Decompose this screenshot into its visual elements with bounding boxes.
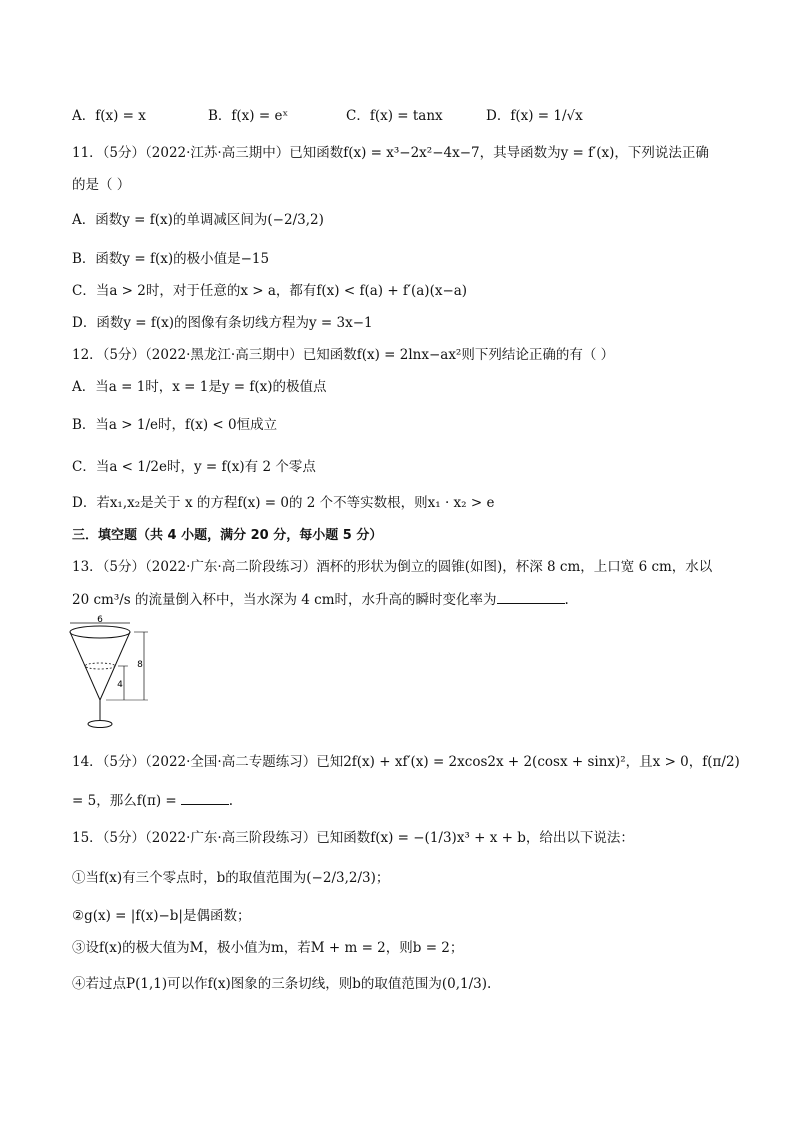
- q10-option-b: B．f(x) = eˣ: [208, 108, 289, 124]
- q15-statement-2: ②g(x) = |f(x)−b|是偶函数；: [72, 908, 251, 924]
- q12-stem: 12．（5分）（2022·黑龙江·高三期中）已知函数f(x) = 2lnx−ax²则下列结论正确的有（ ）: [72, 347, 615, 363]
- q11-option-d: D．函数y = f(x)的图像有条切线方程为y = 3x−1: [72, 315, 373, 331]
- q14-line2-end: .: [228, 793, 233, 809]
- q15-stem: 15．（5分）（2022·广东·高三阶段练习）已知函数f(x) = −(1/3)x³ + x + b，给出以下说法：: [72, 830, 634, 846]
- top-width-label: 6: [97, 615, 103, 625]
- q11-stem-line2: 的是（ ）: [72, 177, 131, 193]
- q14-answer-blank[interactable]: [181, 790, 229, 805]
- q10-option-a: A．f(x) = x: [72, 108, 146, 124]
- q10-option-c: C．f(x) = tanx: [346, 108, 443, 124]
- q15-statement-1: ①当f(x)有三个零点时，b的取值范围为(−2/3,2/3)；: [72, 870, 390, 886]
- glass-base: [88, 721, 112, 728]
- wine-glass-cone-figure: [62, 614, 162, 736]
- water-surface: [85, 663, 115, 669]
- q13-line2-text: 20 cm³/s 的流量倒入杯中，当水深为 4 cm时，水升高的瞬时变化率为: [72, 592, 497, 608]
- cone-rim: [70, 626, 130, 638]
- q13-line2-end: .: [564, 592, 569, 608]
- q12-option-d: D．若x₁,x₂是关于 x 的方程f(x) = 0的 2 个不等实数根，则x₁ · x₂ > e: [72, 495, 495, 511]
- water-depth-label: 4: [117, 680, 123, 690]
- q15-statement-3: ③设f(x)的极大值为M，极小值为m，若M + m = 2，则b = 2；: [72, 940, 464, 956]
- q11-stem-line1: 11．（5分）（2022·江苏·高三期中）已知函数f(x) = x³−2x²−4x−7，其导函数为y = f′(x)，下列说法正确: [72, 145, 709, 161]
- q11-option-a: A．函数y = f(x)的单调减区间为(−2/3,2): [72, 212, 324, 228]
- depth-label: 8: [137, 660, 143, 670]
- q14-line1: 14．（5分）（2022·全国·高二专题练习）已知2f(x) + xf′(x) = 2xcos2x + 2(cosx + sinx)²，且x > 0，f(π/2): [72, 754, 740, 770]
- q11-option-b: B．函数y = f(x)的极小值是−15: [72, 251, 270, 267]
- section3-title: 三．填空题（共 4 小题，满分 20 分，每小题 5 分）: [72, 528, 383, 543]
- q12-option-a: A．当a = 1时，x = 1是y = f(x)的极值点: [72, 379, 327, 395]
- q14-line2: [72, 790, 233, 811]
- q13-line1: 13．（5分）（2022·广东·高二阶段练习）酒杯的形状为倒立的圆锥(如图)，杯深 8 cm，上口宽 6 cm，水以: [72, 559, 713, 575]
- q12-option-c: C．当a < 1/2e时，y = f(x)有 2 个零点: [72, 459, 316, 475]
- q10-option-d: D．f(x) = 1/√x: [486, 108, 583, 124]
- q15-statement-4: ④若过点P(1,1)可以作f(x)图象的三条切线，则b的取值范围为(0,1/3).: [72, 976, 492, 992]
- cone-left-side: [70, 632, 100, 700]
- q13-line2: [72, 589, 569, 610]
- q14-line2-text: = 5，那么f(π) =: [72, 793, 177, 809]
- q11-option-c: C．当a > 2时，对于任意的x > a，都有f(x) < f(a) + f′(a)(x−a): [72, 283, 468, 299]
- q13-answer-blank[interactable]: [497, 589, 565, 604]
- q12-option-b: B．当a > 1/e时，f(x) < 0恒成立: [72, 417, 278, 433]
